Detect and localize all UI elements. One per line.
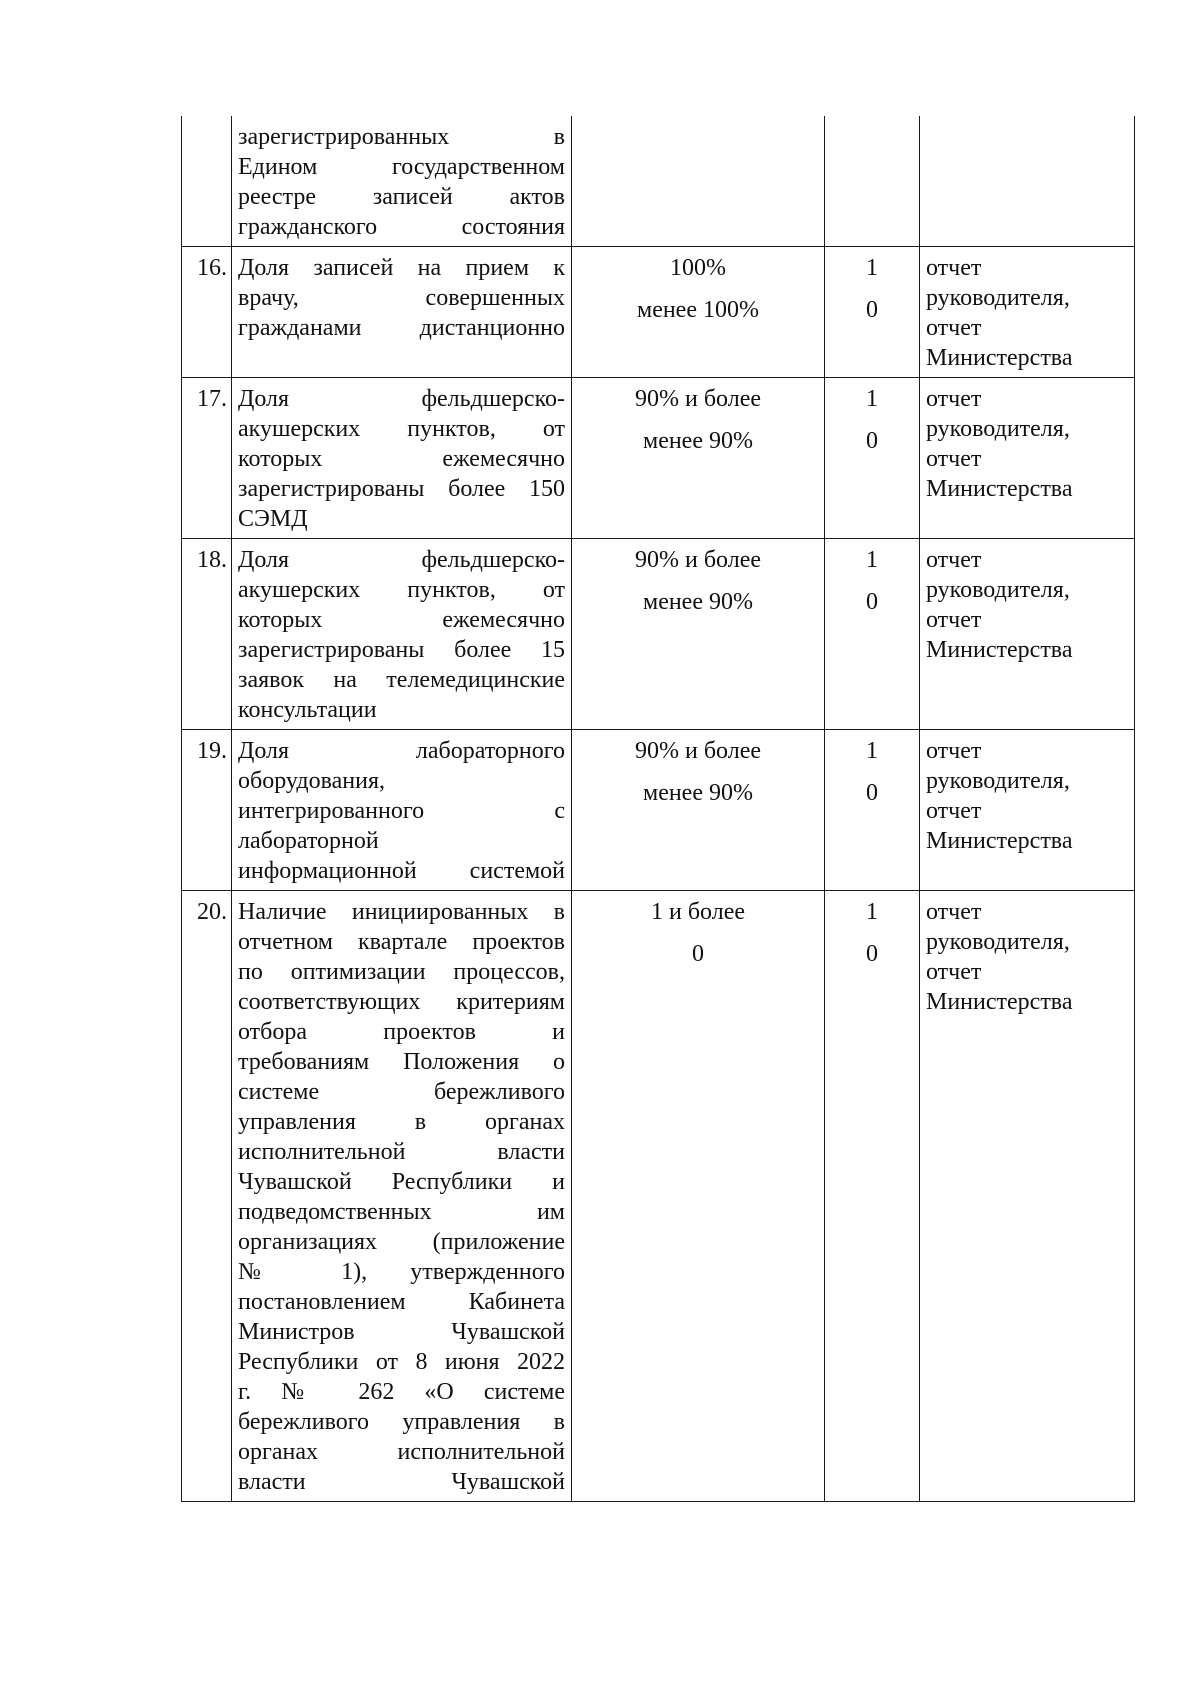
- source-line: отчет: [926, 315, 982, 341]
- criterion-value: [572, 539, 825, 730]
- criterion-score: [825, 730, 920, 891]
- criterion-name-line: СЭМД: [238, 506, 308, 532]
- score-value: 1: [866, 255, 878, 281]
- criterion-name-line: управления в органах: [238, 1109, 565, 1135]
- criterion-name-line: бережливого управления в: [238, 1409, 565, 1435]
- source-line: отчет: [926, 738, 982, 764]
- criterion-name-line: постановлением Кабинета: [238, 1289, 565, 1315]
- source-line: отчет: [926, 959, 982, 985]
- criterion-name-line: Едином государственном: [238, 154, 565, 180]
- criterion-name-line: акушерских пунктов, от: [238, 577, 565, 603]
- criterion-source: [920, 378, 1135, 539]
- score-value: 0: [866, 297, 878, 323]
- criterion-name-line: которых ежемесячно: [238, 446, 565, 472]
- value-option: менее 90%: [643, 589, 753, 615]
- criterion-name: [232, 539, 572, 730]
- row-number: 16.: [182, 247, 232, 378]
- source-line: Министерства: [926, 637, 1073, 663]
- criterion-name-line: Республики от 8 июня 2022: [238, 1349, 565, 1375]
- criterion-name-line: исполнительной власти: [238, 1139, 565, 1165]
- criterion-name-line: Чувашской Республики и: [238, 1169, 565, 1195]
- criterion-name-line: оборудования,: [238, 768, 385, 794]
- score-value: 1: [866, 738, 878, 764]
- criterion-name: [232, 247, 572, 378]
- criterion-name-line: консультации: [238, 697, 377, 723]
- criterion-source: [920, 247, 1135, 378]
- value-option: 100%: [670, 255, 726, 281]
- value-option: менее 90%: [643, 428, 753, 454]
- criterion-name-line: Доля записей на прием к: [238, 255, 565, 281]
- criterion-name: [232, 378, 572, 539]
- table-row: [182, 116, 1135, 247]
- criterion-name-line: Доля фельдшерско-: [238, 386, 565, 412]
- criterion-source: [920, 730, 1135, 891]
- criterion-name-line: № 1), утвержденного: [238, 1259, 565, 1285]
- criterion-score: [825, 891, 920, 1502]
- source-line: отчет: [926, 446, 982, 472]
- criterion-name-line: по оптимизации процессов,: [238, 959, 565, 985]
- value-option: 90% и более: [634, 738, 761, 764]
- row-number: 18.: [182, 539, 232, 730]
- row-number: 19.: [182, 730, 232, 891]
- criterion-value: [572, 116, 825, 247]
- criterion-score: [825, 116, 920, 247]
- source-line: руководителя,: [926, 577, 1070, 603]
- criterion-name-line: акушерских пунктов, от: [238, 416, 565, 442]
- criterion-name-line: Наличие инициированных в: [238, 899, 565, 925]
- criterion-name: [232, 116, 572, 247]
- criterion-value: [572, 378, 825, 539]
- criterion-name-line: заявок на телемедицинские: [238, 667, 565, 693]
- table-row: [182, 891, 1135, 1502]
- criterion-name: [232, 730, 572, 891]
- score-value: 0: [866, 941, 878, 967]
- criterion-name-line: зарегистрированы более 15: [238, 637, 565, 663]
- score-value: 1: [866, 899, 878, 925]
- criterion-value: [572, 891, 825, 1502]
- criterion-name-line: лабораторной: [238, 828, 379, 854]
- criteria-table: [181, 116, 1135, 1502]
- source-line: Министерства: [926, 345, 1073, 371]
- source-line: отчет: [926, 798, 982, 824]
- table-row: [182, 539, 1135, 730]
- source-line: отчет: [926, 386, 982, 412]
- criterion-name-line: врачу, совершенных: [238, 285, 565, 311]
- value-option: 0: [692, 941, 704, 967]
- criterion-name-line: Министров Чувашской: [238, 1319, 565, 1345]
- criterion-name-line: отбора проектов и: [238, 1019, 565, 1045]
- criterion-score: [825, 539, 920, 730]
- source-line: руководителя,: [926, 929, 1070, 955]
- criterion-name-line: подведомственных им: [238, 1199, 565, 1225]
- row-number: [182, 116, 232, 247]
- score-value: 0: [866, 589, 878, 615]
- value-option: менее 100%: [637, 297, 759, 323]
- table-row: [182, 247, 1135, 378]
- score-value: 0: [866, 780, 878, 806]
- value-option: 90% и более: [634, 547, 761, 573]
- value-option: менее 90%: [643, 780, 753, 806]
- criterion-name-line: информационной системой: [238, 858, 565, 884]
- criterion-name-line: органах исполнительной: [238, 1439, 565, 1465]
- criterion-source: [920, 116, 1135, 247]
- source-line: Министерства: [926, 828, 1073, 854]
- source-line: руководителя,: [926, 768, 1070, 794]
- criterion-name-line: реестре записей актов: [238, 184, 565, 210]
- criterion-name-line: гражданского состояния: [238, 214, 565, 240]
- value-option: 1 и более: [650, 899, 746, 925]
- criterion-name-line: которых ежемесячно: [238, 607, 565, 633]
- criterion-score: [825, 247, 920, 378]
- criterion-name-line: власти Чувашской: [238, 1469, 565, 1495]
- table-row: [182, 730, 1135, 891]
- criterion-name-line: системе бережливого: [238, 1079, 565, 1105]
- criterion-name-line: г. № 262 «О системе: [238, 1379, 565, 1405]
- criterion-name-line: Доля лабораторного: [238, 738, 565, 764]
- criterion-name-line: гражданами дистанционно: [238, 315, 565, 341]
- source-line: отчет: [926, 607, 982, 633]
- criterion-name-line: требованиям Положения о: [238, 1049, 565, 1075]
- source-line: отчет: [926, 899, 982, 925]
- source-line: отчет: [926, 255, 982, 281]
- source-line: Министерства: [926, 476, 1073, 502]
- score-value: 1: [866, 386, 878, 412]
- source-line: руководителя,: [926, 416, 1070, 442]
- criterion-name: [232, 891, 572, 1502]
- score-value: 0: [866, 428, 878, 454]
- criterion-value: [572, 730, 825, 891]
- criterion-name-line: зарегистрированных в: [238, 124, 565, 150]
- criterion-name-line: интегрированного с: [238, 798, 565, 824]
- criterion-source: [920, 891, 1135, 1502]
- source-line: Министерства: [926, 989, 1073, 1015]
- criterion-name-line: организациях (приложение: [238, 1229, 565, 1255]
- criterion-value: [572, 247, 825, 378]
- source-line: отчет: [926, 547, 982, 573]
- criterion-name-line: соответствующих критериям: [238, 989, 565, 1015]
- criterion-name-line: Доля фельдшерско-: [238, 547, 565, 573]
- source-line: руководителя,: [926, 285, 1070, 311]
- criterion-source: [920, 539, 1135, 730]
- criterion-name-line: отчетном квартале проектов: [238, 929, 565, 955]
- score-value: 1: [866, 547, 878, 573]
- row-number: 20.: [182, 891, 232, 1502]
- row-number: 17.: [182, 378, 232, 539]
- value-option: 90% и более: [634, 386, 761, 412]
- criteria-table-body: [182, 116, 1135, 1502]
- criterion-name-line: зарегистрированы более 150: [238, 476, 565, 502]
- criterion-score: [825, 378, 920, 539]
- table-row: [182, 378, 1135, 539]
